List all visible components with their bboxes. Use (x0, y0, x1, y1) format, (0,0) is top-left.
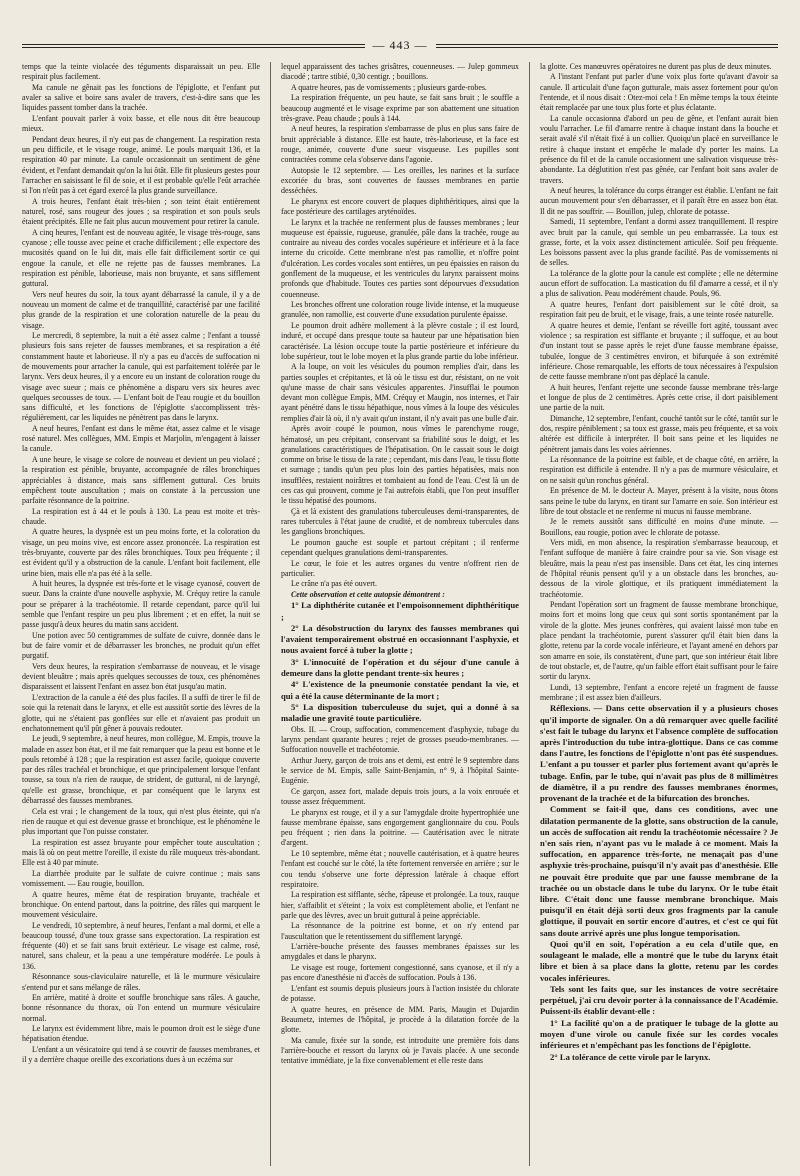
paragraph: Résonnance sous-claviculaire naturelle, et là le murmure vésiculaire s'entend pur et sans mélange de râles. (22, 972, 260, 992)
paragraph: Le cœur, le foie et les autres organes du ventre n'offrent rien de particulier. (281, 558, 519, 578)
paragraph: A quatre heures et demie, l'enfant se réveille fort agité, toussant avec violence ; sa respiration est sifflante et bruyante ; il suffoque, et au bout d'un instant tout se passe après le rejet d'une fausse membrane épaisse, tubulée, longue de 3 centimètres environ, et bifurquée à son extrémité inférieure. Chose remarquable, les efforts de toux nécessaires à l'expulsion de cette fausse membrane n'ont pas déplacé la canule. (540, 320, 778, 382)
paragraph: A huit heures, la dyspnée est très-forte et le visage cyanosé, couvert de sueur. Dans la crainte d'une nouvelle asphyxie, M. Créquy retire la canule pour se préparer à la trachéotomie. Il retarde cependant, parce qu'il lui semble que l'enfant respire un peu plus librement ; et en effet, la nuit se passe jusqu'à deux heures du matin sans accident. (22, 579, 260, 630)
paragraph: La respiration est assez bruyante pour empêcher toute auscultation ; mais là où on peut mettre l'oreille, il existe du râle muqueux très-abondant. Elle est à 40 par minute. (22, 837, 260, 868)
paragraph: L'enfant pouvait parler à voix basse, et elle nous dit être beaucoup mieux. (22, 113, 260, 134)
paragraph: A quatre heures, pas de vomissements ; plusieurs garde-robes. (291, 82, 487, 92)
paragraph: Le larynx est évidemment libre, mais le poumon droit est le siège d'une hépatisation étendue. (22, 1024, 260, 1044)
paragraph: Le visage est rouge, fortement congestionné, sans cyanose, et il n'y a pas encore d'anesthésie ni d'accès de suffocation. Pouls à 136. (281, 962, 519, 983)
paragraph: A quatre heures, en présence de MM. Paris, Maugin et Dujardin Beaumetz, internes de l'hôpital, je procède à la dilatation forcée de la glotte. (281, 1004, 519, 1035)
paragraph: Pendant deux heures, il n'y eut pas de changement. La respiration resta un peu difficile, et le visage rouge, animé. Le pouls marquait 136, et la respiration 40 par minute. La canule occasionnait un sentiment de gêne évident, et l'enfant demandait qu'on la lui ôtât. Elle fit plusieurs gestes pour l'arracher en saisissant le fil de soie, et il est probable qu'elle l'eût arrachée si l'on n'eût pas à cet égard exercé la plus grande surveillance. (22, 134, 260, 196)
paragraph: Le poumon droit adhère mollement à la plèvre costale ; il est lourd, induré, et occupé dans presque toute sa hauteur par une hépatisation bien caractérisée. La lésion occupe toute la partie postérieure et inférieure du lobe supérieur, tout le lobe moyen et la plus grande partie du lobe inférieur. (281, 320, 519, 361)
page-number: — 443 — (365, 38, 436, 52)
paragraph: La résonnance de la poitrine est faible, et de chaque côté, en arrière, la respiration est difficile à entendre. Il n'y a pas de murmure vésiculaire, et on ne saisit qu'un ronchus général. (540, 455, 778, 485)
paragraph: 2° La désobstruction du larynx des fausses membranes qui l'avaient temporairement obstrué en occasionnant l'asphyxie, et nous avaient forcé à tuber la glotte ; (281, 623, 519, 656)
paragraph: L'arrière-bouche présente des fausses membranes épaisses sur les amygdales et dans le pharynx. (281, 942, 519, 962)
paragraph: Comment se fait-il que, dans ces conditions, avec une dilatation permanente de la glotte, sans obstruction de la canule, un accès de suffocation ait rendu la trachéotomie nécessaire ? Je n'en sais rien, n'ayant pas vu le malade à ce moment. Mais la suffocation, en apparence très-forte, ne menaçait pas d'une asphyxie très-prochaine, puisqu'il n'y avait pas d'anesthésie. Elle ne pouvait être produite que par une fausse membrane de la trachée ou un obstacle dans le tube du larynx. Or le tube était libre. C'était donc une fausse membrane bronchique. Mais puisqu'il en était déjà sorti deux gros fragments par la canule glottique, il pouvait en sortir encore d'autres, et c'est ce qui fût sans doute arrivé après une plus longue temporisation. (540, 804, 778, 938)
paragraph: La respiration fréquente, un peu haute, se fait sans bruit ; le souffle a beaucoup augmenté et le visage exprime par son abattement une situation très-grave. Peau chaude ; pouls à 144. (281, 93, 519, 123)
paragraph: A huit heures, l'enfant rejette une seconde fausse membrane très-large et longue de plus de 2 centimètres. Après cette crise, il dort paisiblement une partie de la nuit. (540, 382, 778, 413)
paragraph: En présence de M. le docteur A. Mayer, présent à la visite, nous ôtons sans peine le tube du larynx, en tirant sur l'amarre en soie. Son intérieur est libre de tout obstacle et ne renferme ni mucus ni fausse membrane. (540, 486, 778, 516)
paragraph: Les bronches offrent une coloration rouge livide intense, et la muqueuse granulée, non ramollie, est couverte d'une exsudation purulente épaisse. (281, 300, 519, 320)
paragraph: Dimanche, 12 septembre, l'enfant, couché tantôt sur le côté, tantôt sur le dos, respire péniblement ; sa toux est grasse, mais peu fréquente, et sa voix altérée est difficile à interpréter. Il boit sans peine et les liquides ne pénètrent jamais dans les voies aériennes. (540, 413, 778, 454)
paragraph: Arthur Juery, garçon de trois ans et demi, est entré le 9 septembre dans le service de M. Empis, salle Saint-Benjamin, n° 9, à l'hôpital Sainte-Eugénie. (281, 755, 519, 786)
paragraph: A quatre heures, même état de respiration bruyante, trachéale et bronchique. On entend partout, dans la poitrine, des râles qui marquent le mouvement vésiculaire. (22, 889, 260, 920)
paragraph: Çà et là existent des granulations tuberculeuses demi-transparentes, de rares tubercules à l'état jaune de crudité, et de nombreux tubercules dans les ganglions bronchiques. (281, 506, 519, 537)
paragraph: Ma canule, fixée sur la sonde, est introduite une première fois dans l'arrière-bouche et ressort du larynx où je l'avais placée. A une seconde tentative immédiate, je la fixe convenablement et elle reste dans (281, 1035, 519, 1066)
paragraph: A une heure, le visage se colore de nouveau et devient un peu violacé ; la respiration est pénible, bruyante, accompagnée de râles bronchiques appréciables à distance, mais sans sifflement guttural. Ces bruits empêchent toute auscultation ; mais on constate à la percussion une parfaite résonnance de la poitrine. (22, 454, 260, 506)
paragraph: La canule occasionna d'abord un peu de gêne, et l'enfant aurait bien voulu l'arracher. Le fil d'amarre rentre à chaque instant dans la bouche et serait avalé s'il n'était fixé à un collier. Quoiqu'un placé en surveillance le retire à chaque instant et empêche le malade d'y porter les mains. La présence du fil et de la canule occasionnent une salivation visqueuse très-abondante. La déglutition n'est pas gênée, car l'enfant boit sans avaler de travers. (540, 113, 778, 185)
paragraph: Ma canule ne gênait pas les fonctions de l'épiglotte, et l'enfant put avaler sa salive et boire sans avaler de travers, c'est-à-dire sans que les liquides passent tomber dans la trachée. (22, 82, 260, 113)
paragraph: Une potion avec 50 centigrammes de sulfate de cuivre, donnée dans le but de faire vomir et de débarrasser les bronches, ne produit qu'un effet purgatif. (22, 630, 260, 661)
paragraph: lequel apparaissent des taches grisâtres, couenneuses. — Julep gommeux diacodé ; tartre stibié, 0,30 centigr. ; bouillons. (281, 62, 519, 82)
paragraph: Le poumon gauche est souple et partout crépitant ; il renferme cependant quelques granulations demi-transparentes. (281, 537, 519, 558)
paragraph: Cela est vrai ; le changement de la toux, qui n'est plus éteinte, qui n'a rien de rauque et qui est devenue grasse et bronchique, est le phénomène le plus important que l'on puisse constater. (22, 806, 260, 837)
paragraph: Je le remets aussitôt sans difficulté en moins d'une minute. — Bouillons, eau rougie, potion avec le chlorate de potasse. (540, 517, 778, 537)
text-column-middle (281, 62, 519, 1168)
paragraph: A neuf heures, la respiration s'embarrasse de plus en plus sans faire de bruit appréciable à distance. Elle est haute, très-laborieuse, et la face est rouge, animée, couverte d'une sueur visqueuse. Les pupilles sont contractées comme cela s'observe dans l'agonie. (281, 124, 519, 165)
paragraph: A trois heures, l'enfant était très-bien ; son teint était entièrement naturel, rosé, sans rougeur des joues ; sa respiration et son pouls seuls étaient précipités. Elle ne fait plus aucun mouvement pour retirer la canule. (22, 196, 260, 227)
paragraph: temps que la teinte violacée des téguments disparaissait un peu. Elle respirait plus facilement. (22, 62, 260, 82)
paragraph: Ce garçon, assez fort, malade depuis trois jours, a la voix enrouée et tousse assez fréquemment. (281, 786, 519, 807)
paragraph: Cette observation et cette autopsie démontrent : (291, 589, 445, 599)
paragraph: Obs. II. — Croup, suffocation, commencement d'asphyxie, tubage du larynx pendant quarante heures ; rejet de grosses pseudo-membranes. — Suffocation nouvelle et trachéotomie. (281, 724, 519, 755)
paragraph: A la loupe, on voit les vésicules du poumon remplies d'air, dans les parties souples et crépitantes, et là où le tissu est dur, résistant, on ne voit qu'une masse de chair sans vésicules apparentes. J'insufflai le poumon devant mon collègue Empis, MM. Créquy et Maugin, nos internes, et l'air ayant pénétré dans le tissu hépathique, nous vîmes à la loupe des vésicules remplies d'air là où, il n'y avait qu'un instant, il n'y avait pas une bulle d'air. (281, 362, 519, 423)
paragraph: Pendant l'opération sort un fragment de fausse membrane bronchique, moins fort et moins long que ceux qui sont sortis spontanément par la virole de la glotte. Mes jeunes confrères, qui avaient laissé mon tube en place pendant la trachéotomie, purent s'assurer qu'il était bien dans la glotte, retenu par la corde vocale inférieure, et l'ayant amené en dehors par son amarre en soie, ils constatèrent, d'une part, que son intérieur était libre de tout obstacle, et, de l'autre, qu'un faible effort était suffisant pour le faire sortir du larynx. (540, 600, 778, 682)
paragraph: Tels sont les faits que, sur les instances de votre secrétaire perpétuel, j'ai cru devoir porter à la connaissance de l'Académie. Puissent-ils établir devant-elle : (540, 984, 778, 1017)
paragraph: L'enfant est soumis depuis plusieurs jours à l'action insistée du chlorate de potasse. (281, 983, 519, 1004)
paragraph: Vers neuf heures du soir, la toux ayant débarrassé la canule, il y a de nouveau un moment de calme et de tranquillité, caractérisé par une facilité plus grande de la respiration et une coloration naturelle de la peau du visage. (22, 289, 260, 330)
paragraph: Samedi, 11 septembre, l'enfant a dormi assez tranquillement. Il respire avec bruit par la canule, qui semble un peu embarrassée. La toux est grasse, forte, et la voix assez distinctement articulée. Soif peu fréquente. Les boissons passent avec la plus grande facilité. Pas de vomissements ni de selles. (540, 217, 778, 268)
paragraph: La respiration est à 44 et le pouls à 130. La peau est moite et très-chaude. (22, 506, 260, 526)
paragraph: L'extraction de la canule a été des plus faciles. Il a suffi de tirer le fil de soie qui la retenait dans le larynx, et elle est aussitôt sortie des lèvres de la glotte, qui ne s'étaient pas gonflées sur elle et n'avaient pas produit un enchatonnement qu'il pût gêner à pouvais redouter. (22, 692, 260, 733)
paragraph: Vers midi, en mon absence, la respiration s'embarrasse beaucoup, et l'enfant suffoque de manière à faire craindre pour sa vie. Son visage est bleuâtre, mais la peau n'est pas insensible. Dans cet état, les cinq internes de l'hôpital réunis pensent qu'il y a un obstacle dans les bronches, au-dessous de la virole glottique, et ils pratiquent immédiatement la trachéotomie. (540, 538, 778, 599)
paragraph: A cinq heures, l'enfant est de nouveau agitée, le visage très-rouge, sans cyanose ; elle tousse avec peine et crache difficilement ; elle expectore des mucosités quand on le lui dit, mais elle fait difficilement sortir ce qui engoue la canule, et elle ne rejette pas de fausses membranes. La respiration est pénible, laborieuse, mais non bruyante, et sans sifflement guttural. (22, 227, 260, 289)
paragraph: Réflexions. — Dans cette observation il y a plusieurs choses qu'il importe de signaler. On a dû remarquer avec quelle facilité s'est fait le tubage du larynx et l'absence complète de suffocation après l'introduction du tube intra-glottique. Dans ce cas comme dans l'autre, les fonctions de l'épiglotte n'ont pas été suspendues. L'enfant a pu tousser et parler plus fortement avant qu'après le tubage. Enfin, par le tube, qui n'avait pas plus de 8 millimètres de diamètre, il a pu rendre des fausses membranes énormes, provenant de la trachée et de la bifurcation des bronches. (540, 703, 778, 804)
paragraph: Le 10 septembre, même état ; nouvelle cautérisation, et à quatre heures l'enfant est couché sur le côté, la tête fortement renversée en arrière ; sur le cou tendu s'observe une forte dépression latérale à chaque effort respiratoire. (281, 848, 519, 889)
paragraph: Le mercredi, 8 septembre, la nuit a été assez calme ; l'enfant a toussé plusieurs fois sans rejeter de fausses membranes, et sa respiration a été constamment haute et laborieuse. Il n'y a pas eu d'accès de suffocation ni de mouvements pour arracher la canule, qui est parfaitement tolérée par le larynx. Vers deux heures, il y a encore eu un instant de coloration rouge du visage avec sueur ; mais ce phénomène a disparu vers six heures avec quelques secousses de toux. — L'enfant boit de l'eau rougie et du bouillon sans difficulté, et les fonctions de l'épiglotte s'accomplissent très-régulièrement, car les liquides ne pénètrent pas dans le larynx. (22, 331, 260, 423)
paragraph: La respiration est sifflante, sèche, râpeuse et prolongée. La toux, rauque hier, s'affaiblit et s'éteint ; la voix est complètement abolie, et l'enfant ne parle que des lèvres, avec un bruit guttural à peine appréciable. (281, 890, 519, 920)
paragraph: A neuf heures, la tolérance du corps étranger est établie. L'enfant ne fait aucun mouvement pour s'en débarrasser, et il paraît être en assez bon état. Il dit ne pas souffrir. — Bouillon, julep, chlorate de potasse. (540, 186, 778, 216)
paragraph: 5° La disposition tuberculeuse du sujet, qui a donné à sa maladie une gravité toute particulière. (281, 702, 519, 724)
paragraph: A l'instant l'enfant put parler d'une voix plus forte qu'avant d'avoir sa canule. Il articulait d'une façon gutturale, mais assez fortement pour qu'on l'entende, et il nous disait : Otez-moi cela ! En même temps la toux éteinte était remplacée par une toux plus forte et plus éclatante. (540, 72, 778, 113)
paragraph: Autopsie le 12 septembre. — Les oreilles, les narines et la surface excoriée du bras, sont couvertes de fausses membranes en partie desséchées. (281, 165, 519, 196)
paragraph: Le jeudi, 9 septembre, à neuf heures, mon collègue, M. Empis, trouve la malade en assez bon état, et il me fait remarquer que la peau est bonne et le pouls retombé à 128 ; que la respiration est assez facile, quoique couverte par des râles trachéal et bronchique, et que principalement lorsque l'enfant tousse, sa toux n'a rien de rauque, de strident, de guttural, ni de laryngé, qu'elle est grasse, bronchique, et par conséquent que le larynx est débarrassé des fausses membranes. (22, 734, 260, 806)
paragraph: Lundi, 13 septembre, l'enfant a encore rejeté un fragment de fausse membrane ; il est assez bien d'ailleurs. (540, 682, 778, 702)
paragraph: Le larynx et la trachée ne renferment plus de fausses membranes ; leur muqueuse est épaissie, rugueuse, granulée, pâle dans la trachée, rouge au contraire au niveau des cordes vocales supérieure et inférieure et à la face interne du cricoïde. Cette membrane n'est pas ramollie, et n'offre point d'ulcération. Les cordes vocales sont entières, un peu épaissies en raison du gonflement de la muqueuse, et les ventricules du larynx paraissent moins profonds que d'habitude. Toutes ces parties sont dépourvues d'exsudation couenneuse. (281, 217, 519, 299)
paragraph: Le pharynx est rouge, et il y a sur l'amygdale droite hypertrophiée une fausse membrane épaisse, sans engorgement ganglionnaire du cou. Pouls peu fréquent ; rien dans la poitrine. — Cautérisation avec le nitrate d'argent. (281, 807, 519, 848)
paragraph: 2° La tolérance de cette virole par le larynx. (550, 1051, 711, 1062)
paragraph: Le vendredi, 10 septembre, à neuf heures, l'enfant a mal dormi, et elle a beaucoup toussé, d'une toux grasse sans expectoration. La respiration est fréquente (40) et se fait sans bruit extérieur. Le visage est calme, rosé, naturel, sans chaleur, et la peau a une température modérée. Le pouls à 136. (22, 920, 260, 971)
page-header (22, 36, 778, 56)
paragraph: En arrière, matité à droite et souffle bronchique sans râles. A gauche, bonne résonnance du thorax, où l'on entend un murmure vésiculaire normal. (22, 993, 260, 1023)
paragraph: Le pharynx est encore couvert de plaques diphthéritiques, ainsi que la face postérieure des cartilages aryténoïdes. (281, 196, 519, 217)
paragraph: 1° La facilité qu'on a de pratiquer le tubage de la glotte au moyen d'une virole ou canule fixée sur les cordes vocales inférieures et n'empêchant pas les fonctions de l'épiglotte. (540, 1017, 778, 1051)
text-column-left (22, 62, 260, 1168)
paragraph: A quatre heures, l'enfant dort paisiblement sur le côté droit, sa respiration fait peu de bruit, et le visage, frais, a une teinte rosée naturelle. (540, 299, 778, 320)
paragraph: Le crâne n'a pas été ouvert. (291, 579, 377, 589)
paragraph: A quatre heures, la dyspnée est un peu moins forte, et la coloration du visage, un peu moins vive, est encore assez prononcée. La respiration est très-bruyante, couverte par des râles bronchiques. Toux peu fréquente ; il est évident qu'il y a obstruction de la canule. L'enfant boit facilement, elle urine bien, mais elle n'a pas été à la selle. (22, 527, 260, 578)
paragraph: 1° La diphthérite cutanée et l'empoisonnement diphthéritique ; (281, 600, 519, 622)
paragraph: Quoi qu'il en soit, l'opération a eu cela d'utile que, en soulageant le malade, elle a montré que le tube du larynx était libre et bien à sa place dans la glotte, retenu par les cordes vocales inférieures. (540, 939, 778, 983)
text-column-right (540, 62, 778, 1168)
paragraph: La diarrhée produite par le sulfate de cuivre continue ; mais sans vomissement. — Eau rougie, bouillon. (22, 868, 260, 889)
paragraph: Après avoir coupé le poumon, nous vîmes le parenchyme rouge, hématosé, un peu crépitant, conservant sa friabilité sous le doigt, et les granulations caractéristiques de l'hépatisation. On le cassait sous le doigt comme on brise le tissu de la rate ; cependant, mis dans l'eau, le tissu flotte et surnage ; tandis qu'un peu plus loin des parties hépatisées, mais non insufflées, restaient noirâtres et tombaient au fond de l'eau. C'est là un de ces cas qui prouvent, comme je l'ai autrefois établi, que l'on peut insuffler le tissu hépatisé des poumons. (281, 424, 519, 506)
paragraph: L'enfant a un vésicatoire qui tend à se couvrir de fausses membranes, et il y a derrière chaque oreille des excoriations dues à un eczéma sur (22, 1044, 260, 1065)
paragraph: La tolérance de la glotte pour la canule est complète ; elle ne détermine aucun effort de suffocation. La mastication du fil d'amarre a cessé, et il n'y a plus de salivation. Peau modérément chaude. Pouls, 96. (540, 268, 778, 299)
column-divider-2 (529, 62, 530, 1166)
paragraph: la glotte. Ces manœuvres opératoires ne durent pas plus de deux minutes. (540, 62, 772, 71)
paragraph: A neuf heures, l'enfant est dans le même état, assez calme et le visage rosé naturel. Mes collègues, MM. Empis et Marjolin, m'engagent à laisser la canule. (22, 423, 260, 454)
column-divider-1 (270, 62, 271, 1166)
paragraph: Vers deux heures, la respiration s'embarrasse de nouveau, et le visage devient bleuâtre ; mais après quelques secousses de toux, ces phénomènes disparaissent et laissent l'enfant en assez bon état jusqu'au matin. (22, 661, 260, 692)
paragraph: 4° L'existence de la pneumonie constatée pendant la vie, et qui a été la cause déterminante de la mort ; (281, 679, 519, 701)
paragraph: 3° L'innocuité de l'opération et du séjour d'une canule à demeure dans la glotte pendant trente-six heures ; (281, 656, 519, 679)
paragraph: La résonnance de la poitrine est bonne, et on n'y entend par l'auscultation que le retentissement du sifflement laryngé. (281, 921, 519, 941)
